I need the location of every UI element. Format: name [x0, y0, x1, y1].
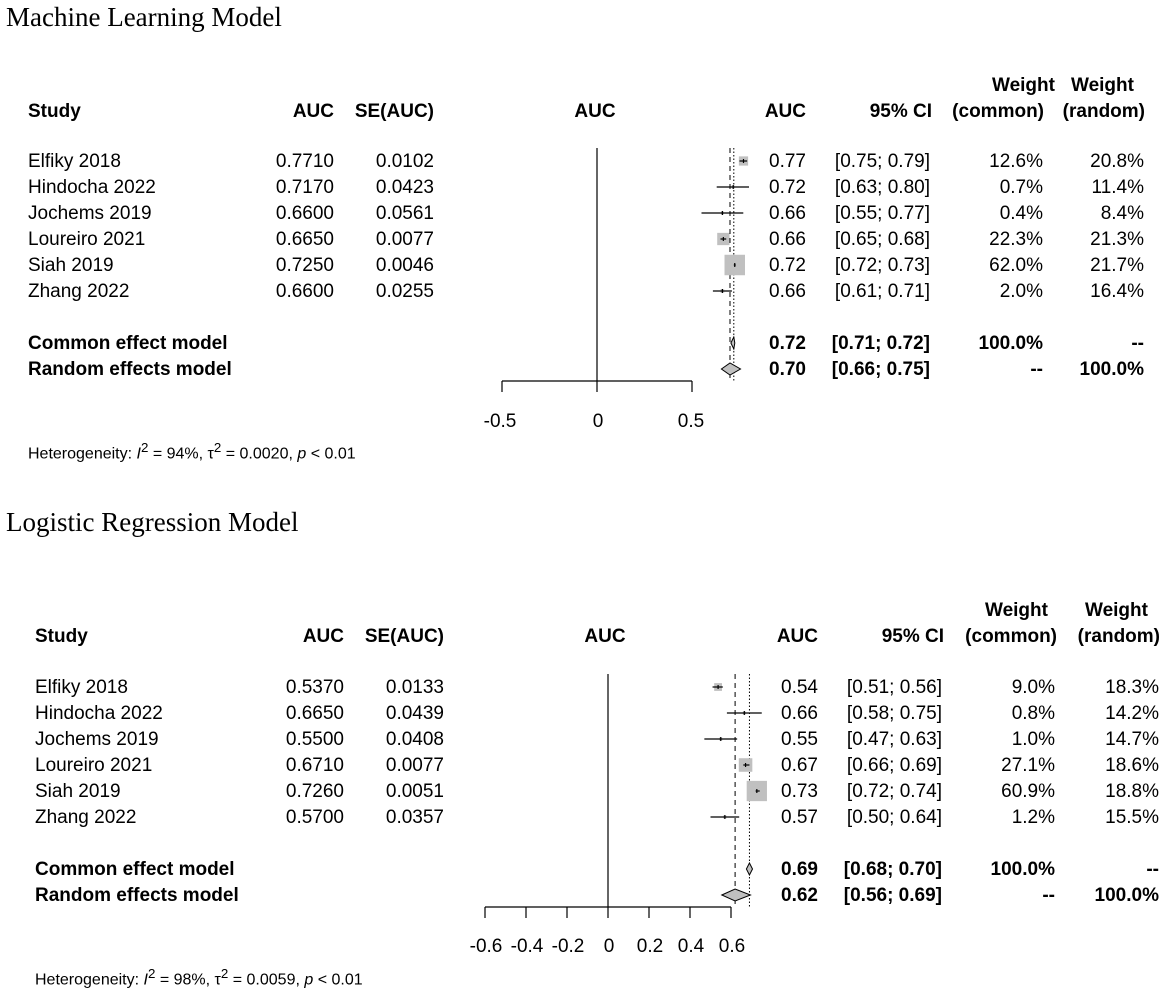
header-se: SE(AUC): [364, 626, 444, 647]
study-auc: 0.6650: [275, 229, 334, 250]
header-auc: AUC: [292, 101, 334, 122]
summary-weight-random: 100.0%: [1079, 359, 1144, 380]
summary-label: Random effects model: [28, 359, 232, 380]
study-se: 0.0077: [385, 755, 444, 776]
summary-weight-common: 100.0%: [978, 333, 1043, 354]
axis-tick-label: -0.2: [551, 936, 585, 957]
axis-tick-label: 0.6: [718, 936, 746, 957]
forest-plot-ml: [0, 0, 1170, 480]
study-auc: 0.7250: [275, 255, 334, 276]
study-se: 0.0408: [385, 729, 444, 750]
header-common: (common): [952, 101, 1044, 122]
study-name: Zhang 2022: [28, 281, 130, 302]
het-p-symbol: p: [297, 445, 307, 463]
study-auc-est: 0.57: [781, 807, 818, 828]
study-weight-random: 16.4%: [1090, 281, 1144, 302]
het-tau-symbol: τ: [207, 445, 214, 463]
study-auc-est: 0.66: [769, 203, 806, 224]
study-weight-common: 0.7%: [999, 177, 1043, 198]
axis-tick-label: -0.4: [510, 936, 544, 957]
study-ci: [0.65; 0.68]: [834, 229, 930, 250]
study-weight-random: 8.4%: [1100, 203, 1144, 224]
axis-tick-label: -0.5: [483, 411, 517, 432]
het-p-symbol: p: [304, 971, 314, 989]
header-study: Study: [35, 626, 88, 647]
study-auc: 0.6710: [285, 755, 344, 776]
header-ci: 95% CI: [881, 626, 944, 647]
header-weight-random: Weight: [1085, 600, 1148, 621]
study-ci: [0.72; 0.73]: [834, 255, 930, 276]
study-weight-common: 2.0%: [999, 281, 1043, 302]
het-tau: = 0.0059,: [228, 971, 305, 989]
study-weight-random: 15.5%: [1105, 807, 1159, 828]
study-ci: [0.66; 0.69]: [846, 755, 942, 776]
summary-ci: [0.66; 0.75]: [831, 359, 930, 380]
study-weight-common: 1.0%: [1011, 729, 1055, 750]
forest-plot-lr: [0, 525, 1170, 1003]
common-effect-diamond: [731, 337, 735, 349]
study-weight-random: 18.6%: [1105, 755, 1159, 776]
summary-weight-common: --: [1030, 359, 1043, 380]
study-weight-random: 18.8%: [1105, 781, 1159, 802]
summary-weight-common: --: [1042, 885, 1055, 906]
study-weight-random: 21.7%: [1090, 255, 1144, 276]
study-name: Hindocha 2022: [28, 177, 156, 198]
header-plot-auc: AUC: [584, 626, 626, 647]
forest-plot-canvas: [0, 525, 1170, 1003]
axis-tick-label: 0: [603, 936, 615, 957]
study-auc: 0.7260: [285, 781, 344, 802]
study-name: Elfiky 2018: [28, 151, 121, 172]
study-auc-est: 0.67: [781, 755, 818, 776]
study-auc-est: 0.77: [769, 151, 806, 172]
header-auc: AUC: [302, 626, 344, 647]
het-prefix: Heterogeneity:: [35, 971, 144, 989]
study-auc: 0.5370: [285, 677, 344, 698]
study-auc-est: 0.72: [769, 177, 806, 198]
study-ci: [0.61; 0.71]: [834, 281, 930, 302]
study-name: Siah 2019: [28, 255, 114, 276]
summary-label: Random effects model: [35, 885, 239, 906]
common-effect-diamond: [746, 863, 752, 875]
study-name: Elfiky 2018: [35, 677, 128, 698]
study-ci: [0.58; 0.75]: [846, 703, 942, 724]
study-weight-random: 14.7%: [1105, 729, 1159, 750]
study-auc-est: 0.72: [769, 255, 806, 276]
study-name: Siah 2019: [35, 781, 121, 802]
study-weight-common: 27.1%: [1001, 755, 1055, 776]
study-auc-est: 0.66: [769, 229, 806, 250]
forest-plot-canvas: [0, 0, 1170, 480]
study-se: 0.0046: [375, 255, 434, 276]
study-auc-est: 0.55: [781, 729, 818, 750]
het-i-symbol: I: [136, 445, 141, 463]
study-se: 0.0423: [375, 177, 434, 198]
summary-label: Common effect model: [28, 333, 228, 354]
axis-tick-label: 0.4: [677, 936, 705, 957]
study-weight-common: 0.4%: [999, 203, 1043, 224]
axis-tick-label: -0.6: [469, 936, 503, 957]
study-name: Loureiro 2021: [28, 229, 146, 250]
header-study: Study: [28, 101, 81, 122]
axis-tick-label: 0.2: [636, 936, 664, 957]
random-effect-diamond: [722, 889, 751, 901]
study-ci: [0.55; 0.77]: [834, 203, 930, 224]
study-auc: 0.6600: [275, 281, 334, 302]
header-auc-est: AUC: [776, 626, 818, 647]
header-weight-common: Weight: [985, 600, 1048, 621]
study-se: 0.0102: [375, 151, 434, 172]
het-p: < 0.01: [306, 445, 356, 463]
header-weight-common: Weight: [992, 75, 1055, 96]
summary-auc: 0.69: [781, 859, 818, 880]
study-ci: [0.63; 0.80]: [834, 177, 930, 198]
header-plot-auc: AUC: [574, 101, 616, 122]
study-weight-common: 1.2%: [1011, 807, 1055, 828]
summary-weight-random: 100.0%: [1094, 885, 1159, 906]
het-i-symbol: I: [143, 971, 148, 989]
study-auc: 0.7170: [275, 177, 334, 198]
study-se: 0.0051: [385, 781, 444, 802]
header-random: (random): [1062, 101, 1145, 122]
study-ci: [0.50; 0.64]: [846, 807, 942, 828]
study-weight-common: 0.8%: [1011, 703, 1055, 724]
het-p: < 0.01: [313, 971, 363, 989]
summary-auc: 0.70: [769, 359, 806, 380]
study-auc: 0.6600: [275, 203, 334, 224]
axis-tick-label: 0.5: [677, 411, 705, 432]
het-superscript: 2: [220, 966, 229, 981]
study-se: 0.0133: [385, 677, 444, 698]
summary-weight-random: --: [1146, 859, 1159, 880]
header-se: SE(AUC): [354, 101, 434, 122]
het-prefix: Heterogeneity:: [28, 445, 137, 463]
study-auc: 0.5500: [285, 729, 344, 750]
het-tau-symbol: τ: [214, 971, 221, 989]
het-superscript: 2: [140, 440, 149, 455]
study-se: 0.0077: [375, 229, 434, 250]
summary-auc: 0.72: [769, 333, 806, 354]
study-name: Jochems 2019: [35, 729, 159, 750]
het-tau: = 0.0020,: [221, 445, 298, 463]
header-weight-random: Weight: [1071, 75, 1134, 96]
summary-weight-common: 100.0%: [990, 859, 1055, 880]
study-ci: [0.72; 0.74]: [846, 781, 942, 802]
study-auc: 0.6650: [285, 703, 344, 724]
het-i2: = 94%,: [148, 445, 208, 463]
summary-ci: [0.68; 0.70]: [843, 859, 942, 880]
header-random: (random): [1077, 626, 1160, 647]
study-weight-random: 11.4%: [1091, 177, 1144, 198]
study-ci: [0.75; 0.79]: [834, 151, 930, 172]
het-i2: = 98%,: [155, 971, 215, 989]
study-weight-random: 14.2%: [1105, 703, 1159, 724]
study-auc-est: 0.54: [781, 677, 818, 698]
study-weight-common: 60.9%: [1001, 781, 1055, 802]
study-ci: [0.47; 0.63]: [846, 729, 942, 750]
study-weight-common: 62.0%: [989, 255, 1043, 276]
het-superscript: 2: [147, 966, 156, 981]
study-weight-common: 9.0%: [1011, 677, 1055, 698]
study-se: 0.0255: [375, 281, 434, 302]
study-weight-common: 22.3%: [989, 229, 1043, 250]
study-weight-common: 12.6%: [989, 151, 1043, 172]
study-se: 0.0561: [375, 203, 434, 224]
study-se: 0.0439: [385, 703, 444, 724]
study-auc: 0.7710: [275, 151, 334, 172]
study-ci: [0.51; 0.56]: [846, 677, 942, 698]
study-weight-random: 21.3%: [1090, 229, 1144, 250]
header-common: (common): [965, 626, 1057, 647]
study-weight-random: 20.8%: [1090, 151, 1144, 172]
header-auc-est: AUC: [764, 101, 806, 122]
summary-ci: [0.71; 0.72]: [831, 333, 930, 354]
study-name: Hindocha 2022: [35, 703, 163, 724]
study-weight-random: 18.3%: [1105, 677, 1159, 698]
header-ci: 95% CI: [869, 101, 932, 122]
het-superscript: 2: [213, 440, 222, 455]
study-auc: 0.5700: [285, 807, 344, 828]
section-title-lr: Logistic Regression Model: [6, 507, 299, 537]
study-name: Zhang 2022: [35, 807, 137, 828]
study-auc-est: 0.66: [769, 281, 806, 302]
study-name: Loureiro 2021: [35, 755, 153, 776]
study-name: Jochems 2019: [28, 203, 152, 224]
summary-auc: 0.62: [781, 885, 818, 906]
summary-ci: [0.56; 0.69]: [843, 885, 942, 906]
summary-weight-random: --: [1131, 333, 1144, 354]
study-auc-est: 0.66: [781, 703, 818, 724]
study-se: 0.0357: [385, 807, 444, 828]
section-title-ml: Machine Learning Model: [6, 2, 282, 32]
random-effect-diamond: [721, 363, 740, 375]
study-auc-est: 0.73: [781, 781, 818, 802]
summary-label: Common effect model: [35, 859, 235, 880]
axis-tick-label: 0: [592, 411, 604, 432]
